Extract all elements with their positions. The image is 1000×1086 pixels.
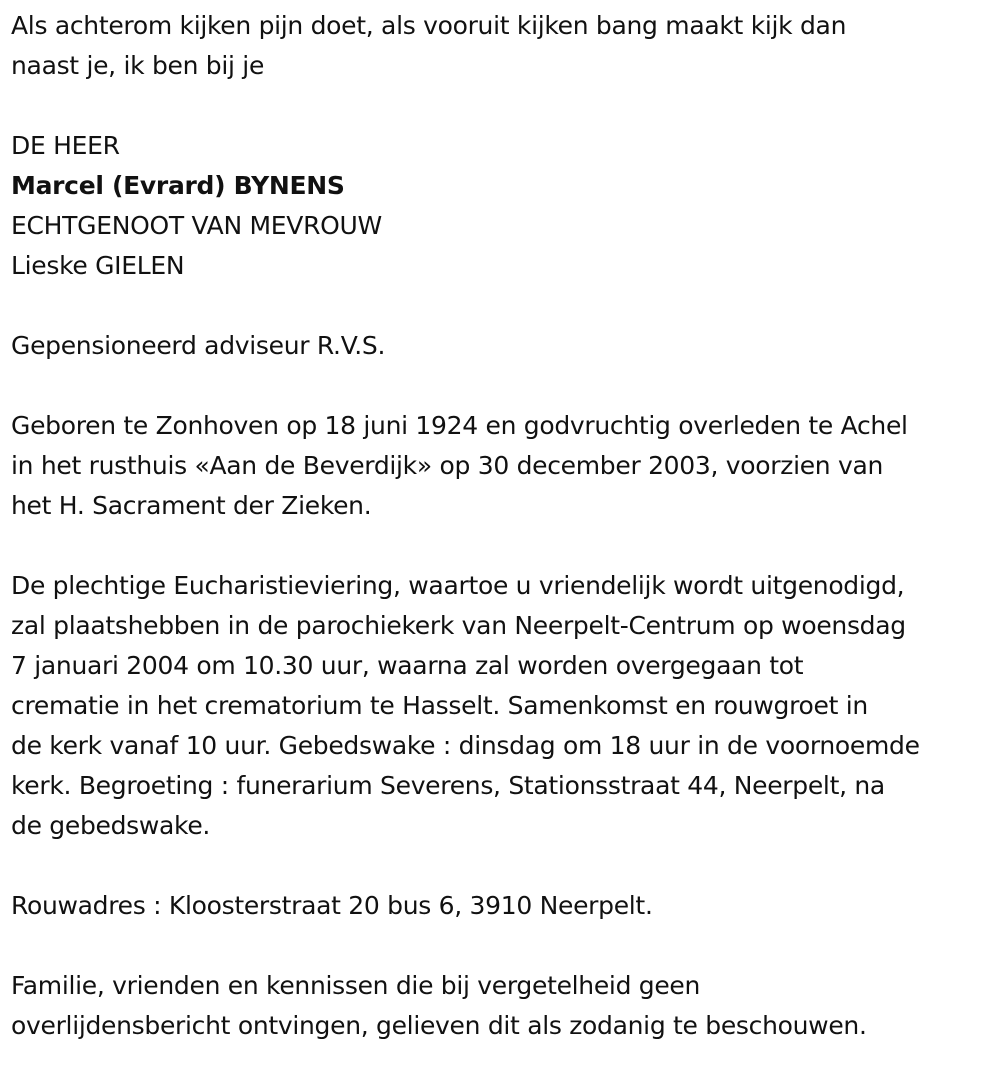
ceremony-line: zal plaatshebben in de parochiekerk van Neerpelt-Centrum op woensdag [11, 611, 906, 640]
birth-death-line: in het rusthuis «Aan de Beverdijk» op 30 december 2003, voorzien van [11, 451, 884, 480]
title: DE HEER [11, 131, 120, 160]
mourning-address: Rouwadres : Kloosterstraat 20 bus 6, 3910 Neerpelt. [11, 891, 653, 920]
spacer [11, 846, 991, 886]
obituary-notice [11, 6, 991, 1046]
closing-line: overlijdensbericht ontvingen, gelieven dit als zodanig te beschouwen. [11, 1011, 867, 1040]
spacer [11, 86, 991, 126]
deceased-name: Marcel (Evrard) BYNENS [11, 171, 345, 200]
closing-line: Familie, vrienden en kennissen die bij vergetelheid geen [11, 971, 701, 1000]
ceremony-line: De plechtige Eucharistieviering, waartoe u vriendelijk wordt uitgenodigd, [11, 571, 905, 600]
motto-line: naast je, ik ben bij je [11, 51, 265, 80]
spacer [11, 366, 991, 406]
spacer [11, 286, 991, 326]
spacer [11, 526, 991, 566]
spouse-name: Lieske GIELEN [11, 251, 185, 280]
spacer [11, 926, 991, 966]
birth-death-line: Geboren te Zonhoven op 18 juni 1924 en godvruchtig overleden te Achel [11, 411, 908, 440]
ceremony-line: de kerk vanaf 10 uur. Gebedswake : dinsdag om 18 uur in de voornoemde [11, 731, 920, 760]
ceremony-line: kerk. Begroeting : funerarium Severens, Stationsstraat 44, Neerpelt, na [11, 771, 885, 800]
profession: Gepensioneerd adviseur R.V.S. [11, 331, 386, 360]
birth-death-line: het H. Sacrament der Zieken. [11, 491, 372, 520]
ceremony-line: 7 januari 2004 om 10.30 uur, waarna zal worden overgegaan tot [11, 651, 804, 680]
ceremony-line: crematie in het crematorium te Hasselt. Samenkomst en rouwgroet in [11, 691, 868, 720]
motto-line: Als achterom kijken pijn doet, als vooruit kijken bang maakt kijk dan [11, 11, 847, 40]
spouse-label: ECHTGENOOT VAN MEVROUW [11, 211, 382, 240]
ceremony-line: de gebedswake. [11, 811, 211, 840]
